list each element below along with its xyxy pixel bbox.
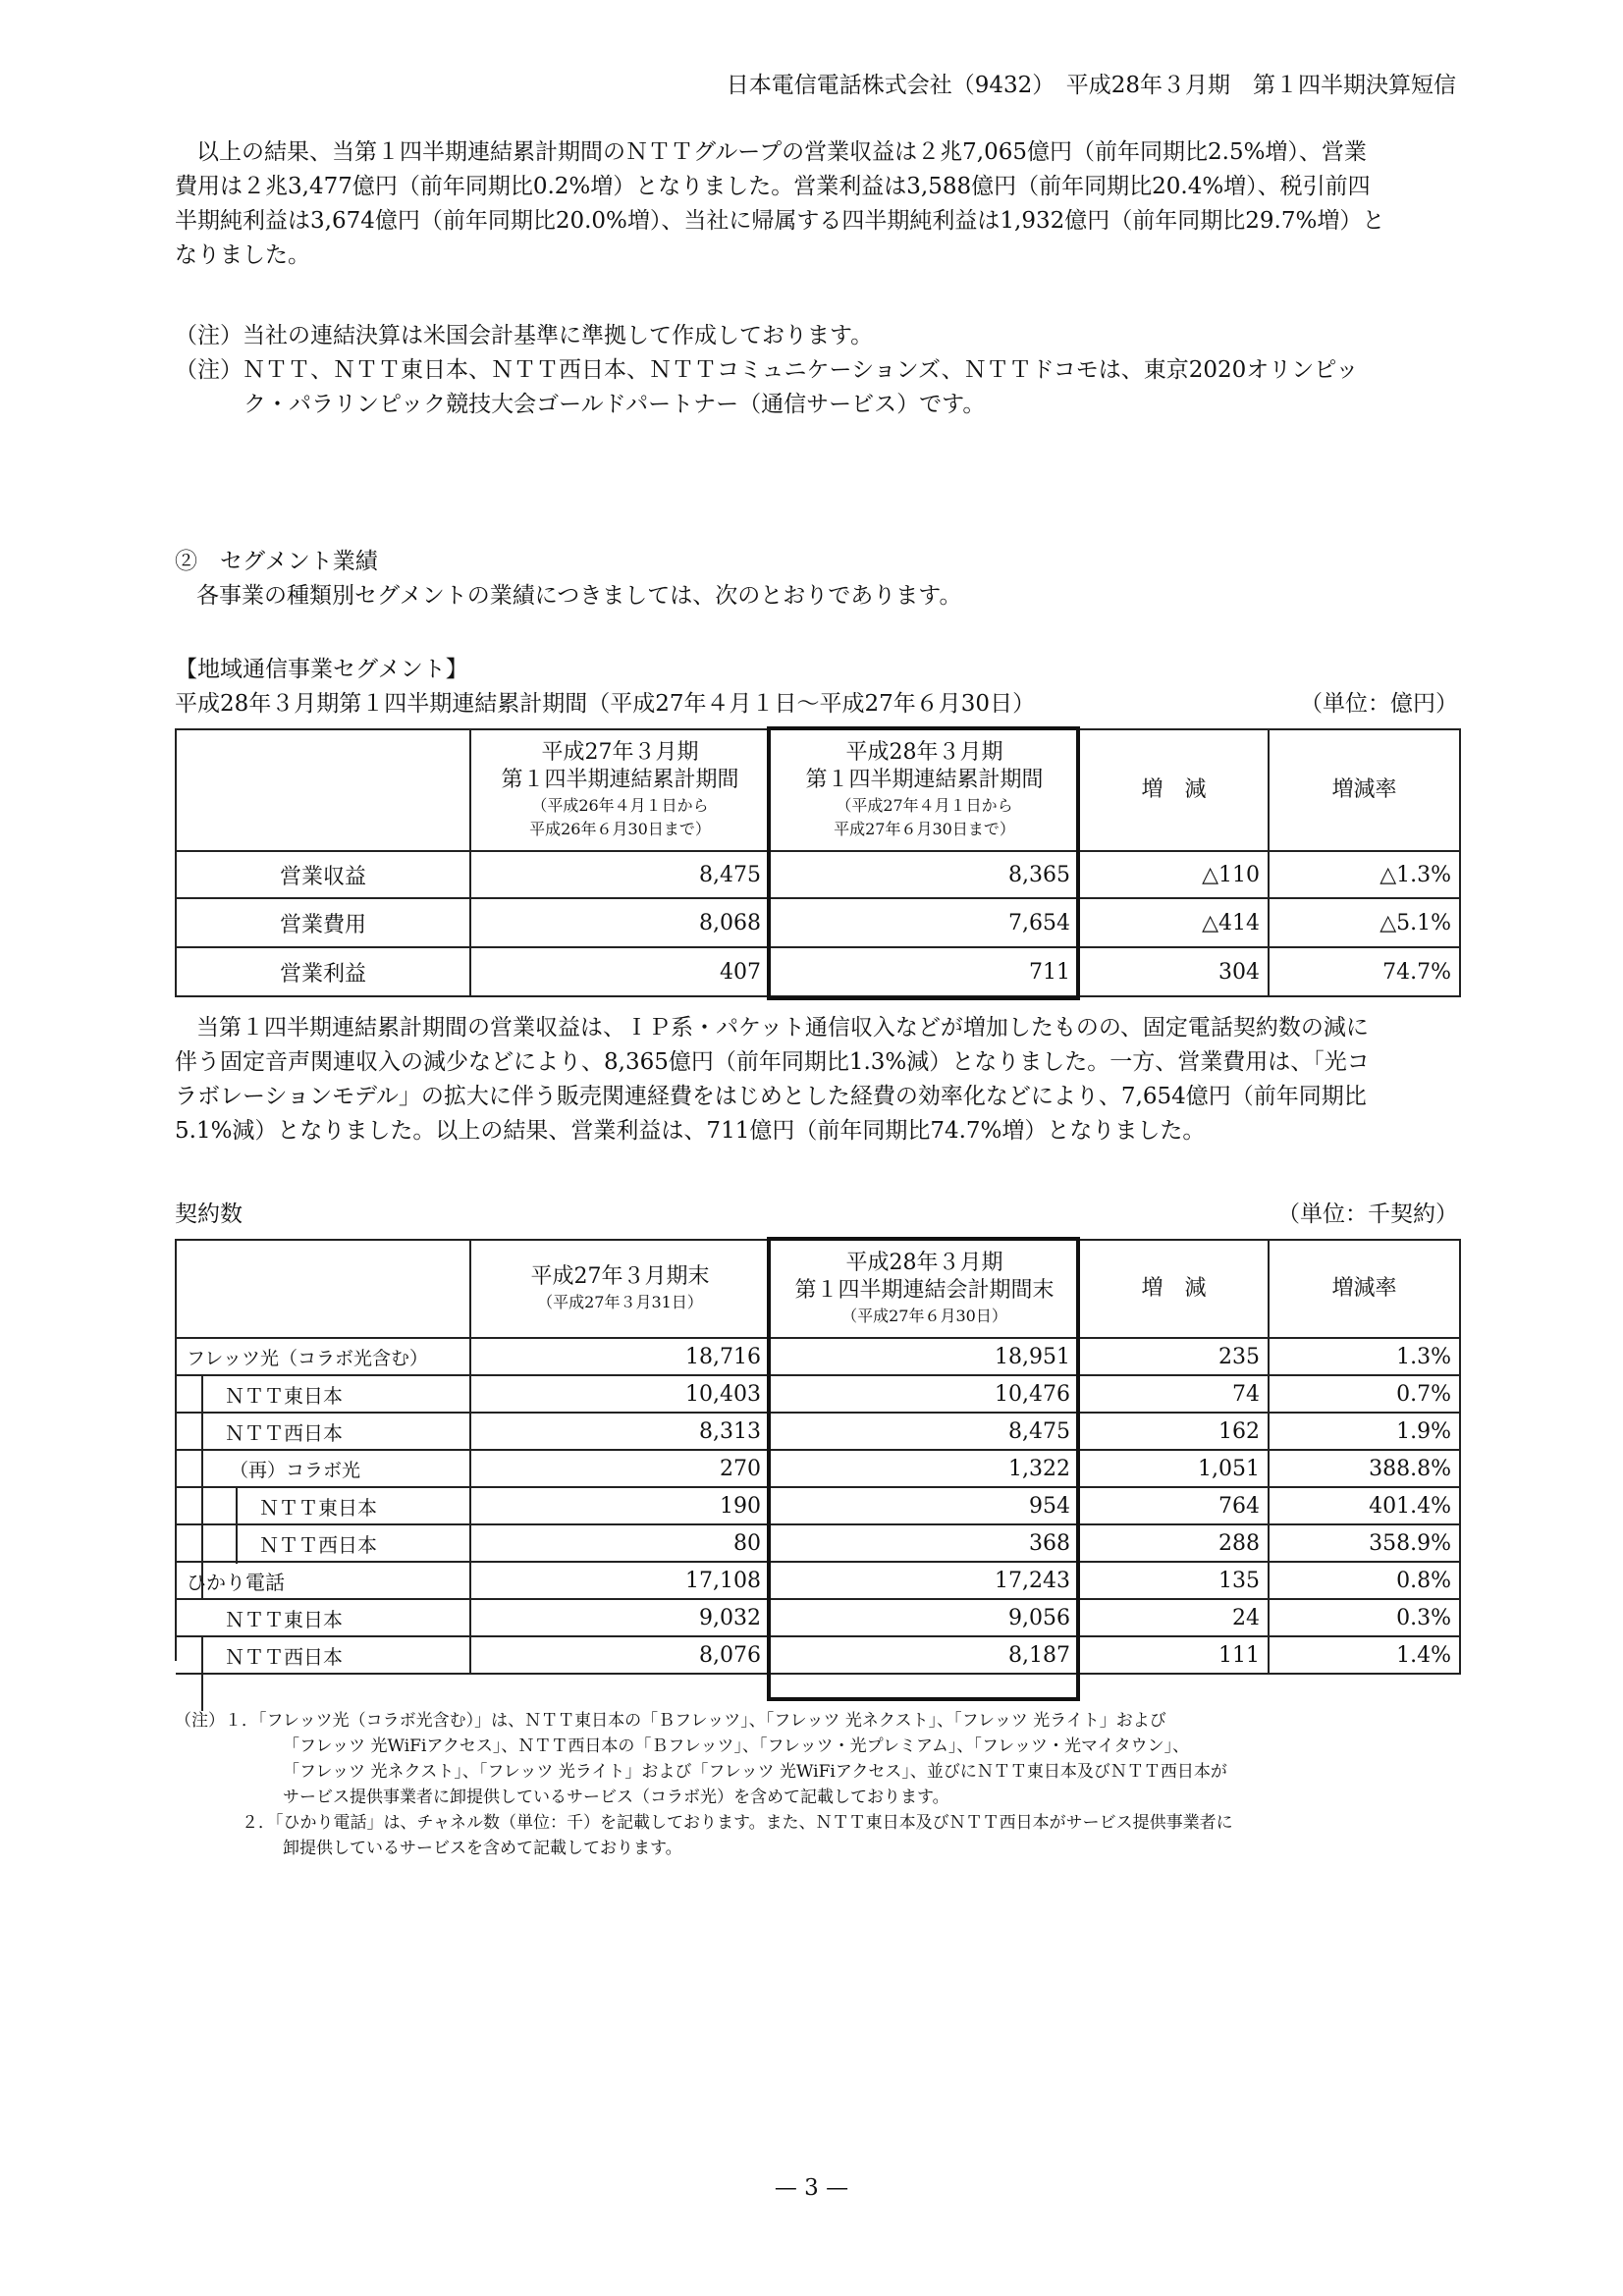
cell-prev: 8,068 (470, 898, 770, 947)
table-row (176, 1375, 1460, 1413)
cell-prev: 8,475 (470, 851, 770, 898)
table-row (176, 1524, 1460, 1562)
cell-curr: 8,187 (770, 1636, 1079, 1674)
footnote-line: 卸提供しているサービスを含めて記載しております。 (283, 1839, 682, 1858)
cell-curr: 10,476 (770, 1375, 1079, 1413)
row-label: （再）コラボ光 (176, 1450, 470, 1487)
segment-intro: 各事業の種類別セグメントの業績につきましては、次のとおりであります。 (196, 583, 962, 609)
header-prev-period (470, 729, 770, 851)
summary-line: なりました。 (175, 242, 310, 268)
note-line: （注）当社の連結決算は米国会計基準に準拠して作成しております。 (175, 323, 874, 348)
cell-curr: 18,951 (770, 1338, 1079, 1375)
cell-curr: 8,365 (770, 851, 1079, 898)
cell-curr: 7,654 (770, 898, 1079, 947)
cell-change: 288 (1079, 1524, 1269, 1562)
header-empty-cell (176, 729, 470, 851)
row-label: ＮＴＴ東日本 (176, 1375, 470, 1413)
summary-line: 以上の結果、当第１四半期連結累計期間のＮＴＴグループの営業収益は２兆7,065億円（前年同期比2.5%増）、営業 (196, 139, 1367, 165)
header-prev-line1: 平成27年３月期末 (530, 1264, 710, 1289)
cell-rate: 0.8% (1269, 1562, 1460, 1599)
contracts-title: 契約数 (175, 1201, 243, 1227)
cell-prev: 190 (470, 1487, 770, 1524)
header-change: 増 減 (1079, 1240, 1269, 1338)
analysis-line: 当第１四半期連結累計期間の営業収益は、ＩＰ系・パケット通信収入などが増加したものの、固定電話契約数の減に (196, 1015, 1369, 1041)
cell-prev: 270 (470, 1450, 770, 1487)
cell-prev: 17,108 (470, 1562, 770, 1599)
footnote-line: 「フレッツ 光ネクスト」、「フレッツ 光ライト」および「フレッツ 光WiFiアクセス」、並びにＮＴＴ東日本及びＮＴＴ西日本が (283, 1762, 1227, 1782)
cell-prev: 8,076 (470, 1636, 770, 1674)
segment-heading: ② セグメント業績 (175, 549, 378, 574)
header-empty-cell (176, 1240, 470, 1338)
row-label: フレッツ光（コラボ光含む） (176, 1338, 470, 1375)
cell-rate: 1.3% (1269, 1338, 1460, 1375)
page-number: — 3 — (774, 2175, 849, 2201)
cell-change: 111 (1079, 1636, 1269, 1674)
row-label: ＮＴＴ東日本 (176, 1599, 470, 1636)
analysis-line: 伴う固定音声関連収入の減少などにより、8,365億円（前年同期比1.3%減）となりました。一方、営業費用は、「光コ (175, 1049, 1370, 1075)
cell-rate: 0.7% (1269, 1375, 1460, 1413)
cell-rate: 1.9% (1269, 1413, 1460, 1450)
period-caption: 平成28年３月期第１四半期連結累計期間（平成27年４月１日～平成27年６月30日） (175, 691, 1036, 717)
note-line: ク・パラリンピック競技大会ゴールドパートナー（通信サービス）です。 (243, 392, 986, 417)
cell-change: 764 (1079, 1487, 1269, 1524)
cell-curr: 711 (770, 947, 1079, 996)
tree-line-root (175, 1337, 177, 1661)
header-prev-sub: （平成27年３月31日） (537, 1293, 703, 1311)
cell-prev: 10,403 (470, 1375, 770, 1413)
analysis-line: ラボレーションモデル」の拡大に伴う販売関連経費をはじめとした経費の効率化などにより、7,654億円（前年同期比 (175, 1084, 1367, 1109)
table-row (176, 1450, 1460, 1487)
table-header-row (176, 1240, 1460, 1338)
header-prev-sub2: 平成26年６月30日まで） (529, 820, 711, 838)
section-title: 【地域通信事業セグメント】 (175, 657, 468, 682)
unit-label-1: （単位：億円） (1300, 691, 1458, 717)
row-label: 営業費用 (176, 898, 470, 947)
table-row (176, 1562, 1460, 1599)
row-label: 営業収益 (176, 851, 470, 898)
cell-rate: 388.8% (1269, 1450, 1460, 1487)
cell-change: △110 (1079, 851, 1269, 898)
cell-curr: 368 (770, 1524, 1079, 1562)
header-curr-line2: 第１四半期連結会計期間末 (794, 1278, 1055, 1303)
row-label: ひかり電話 (176, 1562, 470, 1599)
header-prev-sub1: （平成26年４月１日から (531, 796, 709, 815)
tree-line-level1-b (201, 1636, 203, 1711)
header-curr-period (770, 1240, 1079, 1338)
row-label: ＮＴＴ西日本 (176, 1524, 470, 1562)
table-row (176, 1636, 1460, 1674)
footnote-line: （注）１．「フレッツ光（コラボ光含む）」は、ＮＴＴ東日本の「Ｂフレッツ」、「フレッツ 光ネクスト」、「フレッツ 光ライト」および (175, 1711, 1166, 1731)
row-label: ＮＴＴ西日本 (176, 1413, 470, 1450)
cell-rate: △5.1% (1269, 898, 1460, 947)
cell-change: 135 (1079, 1562, 1269, 1599)
footnote-line: 「フレッツ 光WiFiアクセス」、ＮＴＴ西日本の「Ｂフレッツ」、「フレッツ・光プレミアム」、「フレッツ・光マイタウン」、 (283, 1736, 1190, 1756)
page-header: 日本電信電話株式会社（9432） 平成28年３月期 第１四半期決算短信 (726, 73, 1456, 98)
cell-rate: 1.4% (1269, 1636, 1460, 1674)
cell-rate: 0.3% (1269, 1599, 1460, 1636)
table-row (176, 947, 1460, 996)
header-change: 増 減 (1079, 729, 1269, 851)
cell-prev: 18,716 (470, 1338, 770, 1375)
table-header-row (176, 729, 1460, 851)
footnote-line: ２．「ひかり電話」は、チャネル数（単位：千）を記載しております。また、ＮＴＴ東日本及びＮＴＴ西日本がサービス提供事業者に (242, 1813, 1233, 1833)
header-curr-line2: 第１四半期連結累計期間 (805, 768, 1044, 792)
header-curr-sub: （平成27年６月30日） (841, 1307, 1007, 1325)
header-curr-line1: 平成28年３月期 (845, 740, 1003, 765)
cell-curr: 17,243 (770, 1562, 1079, 1599)
row-label: ＮＴＴ東日本 (176, 1487, 470, 1524)
cell-curr: 9,056 (770, 1599, 1079, 1636)
header-prev-period (470, 1240, 770, 1338)
cell-rate: 74.7% (1269, 947, 1460, 996)
table-row (176, 851, 1460, 898)
tree-line-level2 (236, 1487, 238, 1564)
header-prev-line2: 第１四半期連結累計期間 (501, 768, 739, 792)
summary-paragraph (175, 135, 1384, 273)
cell-rate: 358.9% (1269, 1524, 1460, 1562)
cell-change: △414 (1079, 898, 1269, 947)
cell-rate: 401.4% (1269, 1487, 1460, 1524)
cell-curr: 954 (770, 1487, 1079, 1524)
analysis-line: 5.1%減）となりました。以上の結果、営業利益は、711億円（前年同期比74.7%増）となりました。 (175, 1118, 1206, 1144)
table-row (176, 898, 1460, 947)
tree-line-level1 (201, 1375, 203, 1599)
table-row (176, 1413, 1460, 1450)
header-curr-sub1: （平成27年４月１日から (836, 796, 1013, 815)
cell-prev: 8,313 (470, 1413, 770, 1450)
cell-prev: 407 (470, 947, 770, 996)
contracts-table (175, 1239, 1461, 1675)
cell-prev: 9,032 (470, 1599, 770, 1636)
cell-change: 304 (1079, 947, 1269, 996)
cell-curr: 8,475 (770, 1413, 1079, 1450)
cell-curr: 1,322 (770, 1450, 1079, 1487)
segment-results-table (175, 728, 1461, 997)
header-curr-sub2: 平成27年６月30日まで） (834, 820, 1015, 838)
notes (175, 319, 1358, 422)
summary-line: 費用は２兆3,477億円（前年同期比0.2%増）となりました。営業利益は3,588億円（前年同期比20.4%増）、税引前四 (175, 174, 1371, 199)
cell-change: 1,051 (1079, 1450, 1269, 1487)
footnotes (175, 1708, 1233, 1861)
analysis-paragraph (175, 1011, 1370, 1148)
cell-rate: △1.3% (1269, 851, 1460, 898)
header-prev-line1: 平成27年３月期 (541, 740, 699, 765)
cell-prev: 80 (470, 1524, 770, 1562)
note-line: （注）ＮＴＴ、ＮＴＴ東日本、ＮＴＴ西日本、ＮＴＴコミュニケーションズ、ＮＴＴドコモは、東京2020オリンピッ (175, 357, 1359, 383)
cell-change: 24 (1079, 1599, 1269, 1636)
footnote-line: サービス提供事業者に卸提供しているサービス（コラボ光）を含めて記載しております。 (283, 1788, 949, 1807)
header-curr-line1: 平成28年３月期 (845, 1251, 1003, 1275)
table-row (176, 1338, 1460, 1375)
cell-change: 162 (1079, 1413, 1269, 1450)
header-curr-period (770, 729, 1079, 851)
cell-change: 235 (1079, 1338, 1269, 1375)
unit-label-2: （単位：千契約） (1277, 1201, 1458, 1227)
summary-line: 半期純利益は3,674億円（前年同期比20.0%増）、当社に帰属する四半期純利益は1,932億円（前年同期比29.7%増）と (175, 208, 1385, 234)
table-row (176, 1599, 1460, 1636)
table-row (176, 1487, 1460, 1524)
header-rate: 増減率 (1269, 729, 1460, 851)
cell-change: 74 (1079, 1375, 1269, 1413)
row-label: ＮＴＴ西日本 (176, 1636, 470, 1674)
header-rate: 増減率 (1269, 1240, 1460, 1338)
row-label: 営業利益 (176, 947, 470, 996)
